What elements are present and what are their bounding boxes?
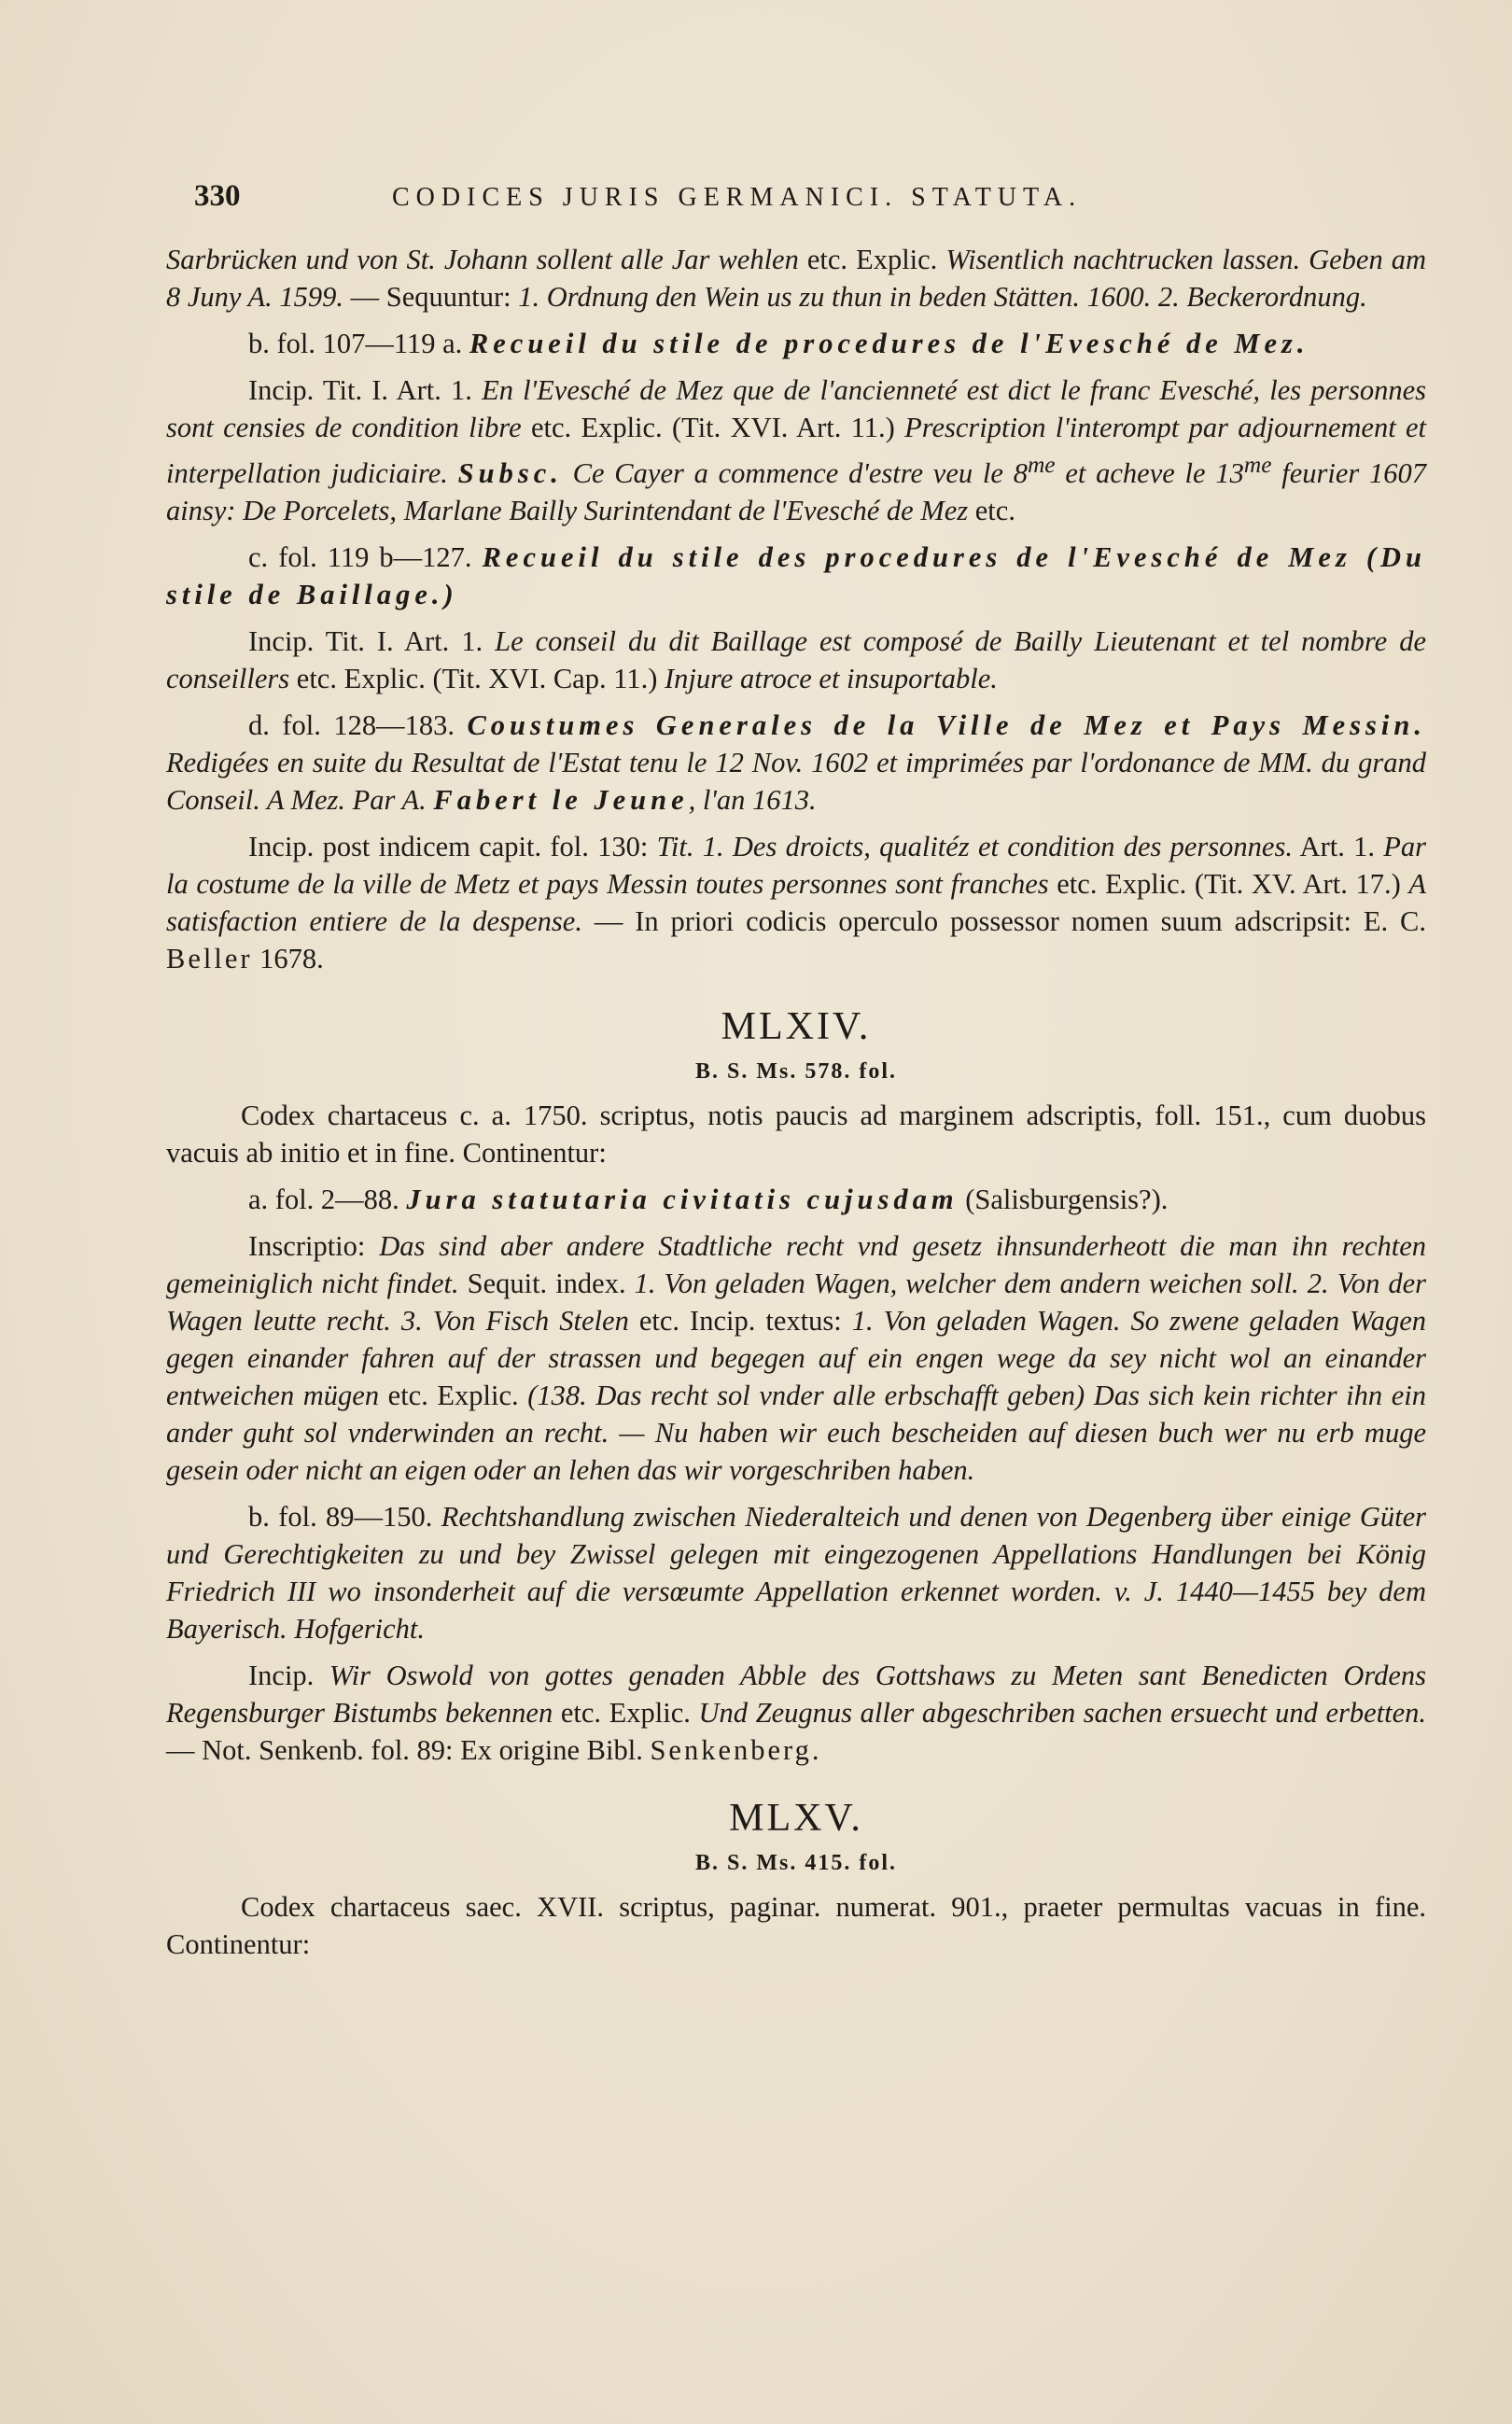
page-number: 330 — [194, 179, 241, 213]
text: Incip. Tit. I. Art. 1. — [248, 625, 496, 658]
incipit-1 — [166, 371, 1426, 529]
text-italic: Und Zeugnus aller abgeschriben sachen ersuecht und erbetten. — [698, 1697, 1426, 1730]
text: etc. Explic. — [798, 244, 946, 275]
paragraph-continuation — [166, 241, 1426, 315]
text: etc. Explic. (Tit. XV. Art. 17.) — [1048, 868, 1409, 901]
text: Art. 1. — [1292, 831, 1384, 863]
text: etc. Explic. (Tit. XVI. Art. 11.) — [521, 412, 905, 443]
title-spaced: Recueil du stile de procedures de l'Evesché de Mez. — [469, 328, 1309, 359]
shelfmark: B. S. Ms. 578. fol. — [694, 1059, 897, 1085]
text-italic: 1. Von geladen Wagen, welcher dem andern weichen soll. 2. Von der Wagen leutte recht. 3. Von Fisch Stelen — [166, 1268, 1426, 1338]
text: Incip. post indicem capit. fol. 130: — [248, 831, 657, 863]
incipit-4 — [166, 1657, 1426, 1769]
text: a. fol. 2—88. — [248, 1184, 407, 1216]
superscript: me — [1243, 452, 1272, 478]
text: (Salisburgensis?). — [958, 1184, 1169, 1216]
printer-name: Fabert le Jeune — [433, 784, 689, 817]
text: c. fol. 119 b—127. — [248, 541, 483, 574]
text-italic: Le conseil du dit Baillage est composé de Bailly Lieutenant et tel nombre de conseillers — [166, 625, 1426, 695]
text: Sequit. index. — [458, 1268, 635, 1300]
text: d. fol. 128—183. — [248, 709, 468, 742]
text: etc. — [968, 495, 1015, 527]
running-header — [166, 177, 1426, 237]
text-italic: (138. Das recht sol vnder alle erbschafft geben) Das sich kein richter ihn ein ander guht sol vnderwinden an recht. — Nu haben wir euch bescheiden auf diesen buch wer nu erb muge gesein oder nicht an eigen oder an lehen das wir vorgeschriben haben. — [166, 1380, 1426, 1487]
text: etc. Incip. textus: — [628, 1305, 852, 1338]
item-d-coustumes — [166, 707, 1426, 819]
text: — In priori codicis operculo possessor nomen suum adscripsit: E. C. — [581, 905, 1426, 938]
shelfmark: B. S. Ms. 415. fol. — [694, 1851, 897, 1876]
text-italic: Injure atroce et insuportable. — [664, 663, 998, 695]
running-title: CODICES JURIS GERMANICI. STATUTA. — [392, 183, 1083, 212]
text: etc. Explic. — [379, 1380, 528, 1412]
text-italic: Rechtshandlung zwischen Niederalteich und denen von Degenberg über einige Güter und Gerechtigkeiten zu und bey Zwissel gelegen mit eingezogenen Appellations Handlungen bei König Friedrich III wo insonderheit auf die versœumte Appellation erkennet worden. v. J. 1440—1455 bey dem Bayerisch. Hofgericht. — [166, 1501, 1426, 1646]
text: etc. Explic. — [553, 1697, 699, 1730]
text-italic: Das sind aber andere Stadtliche recht vnd gesetz ihnsunderheott die man ihn rechten gemeiniglich nicht findet. — [166, 1230, 1426, 1300]
item-b-rechtshandlung — [166, 1498, 1426, 1647]
text: 1678. — [252, 943, 324, 975]
text: Incip. — [248, 1660, 329, 1692]
item-a-jura — [166, 1181, 1426, 1218]
text: — Not. Senkenb. fol. 89: Ex origine Bibl. — [166, 1734, 651, 1767]
text-italic: Par la costume de la ville de Metz et pays Messin toutes personnes sont franches — [166, 831, 1426, 901]
title-spaced: Jura statutaria civitatis cujusdam — [406, 1184, 959, 1216]
text: b. fol. 107—119 a. — [248, 328, 469, 359]
possessor-name: Beller — [166, 943, 253, 975]
text-italic: Prescription l'interompt par adjournement et interpellation judiciaire. — [166, 412, 1426, 490]
inscriptio — [166, 1227, 1426, 1489]
text-column — [166, 177, 1426, 1972]
text-italic: 1. Ordnung den Wein us zu thun in beden Stätten. 1600. 2. Beckerordnung. — [518, 281, 1367, 313]
subsc-label: Subsc. — [457, 457, 563, 490]
text-italic: , l'an 1613. — [688, 784, 817, 817]
title-spaced: Coustumes Generales de la Ville de Mez et Pays Messin. — [467, 709, 1426, 742]
text: etc. Explic. (Tit. XVI. Cap. 11.) — [289, 663, 665, 695]
entry-number: MLXV. — [729, 1797, 863, 1841]
text-italic: Sarbrücken und von St. Johann sollent alle Jar wehlen — [166, 244, 799, 275]
text-italic: 1. Von geladen Wagen. So zwene geladen Wagen gegen einander fahren auf der strassen und begegen auf ein engen wege da sey nicht wol an einander entweichen mügen — [166, 1305, 1426, 1412]
text-italic: En l'Evesché de Mez que de l'ancienneté est dict le franc Evesché, les personnes sont censies de condition libre — [166, 374, 1426, 443]
text-italic: Wir Oswold von gottes genaden Abble des Gottshaws zu Meten sant Benedicten Ordens Regensburger Bistumbs bekennen — [166, 1660, 1426, 1730]
text-italic: et acheve le 13 — [1055, 457, 1244, 490]
text: — Sequuntur: — [343, 281, 519, 313]
entry-number: MLXIV. — [721, 1005, 872, 1049]
text: b. fol. 89—150. — [248, 1501, 441, 1534]
text-italic: A satisfaction entiere de la despense. — [166, 868, 1426, 938]
text: Incip. Tit. I. Art. 1. — [248, 374, 483, 406]
text: Inscriptio: — [248, 1230, 380, 1263]
text-italic: Tit. 1. Des droicts, qualitéz et condition des personnes. — [656, 831, 1293, 863]
title-spaced: Recueil du stile des procedures de l'Evesché de Mez (Du stile de Baillage.) — [166, 541, 1426, 611]
incipit-2 — [166, 623, 1426, 697]
incipit-3 — [166, 828, 1426, 977]
text-italic: Wisentlich nachtrucken lassen. Geben am 8 Juny A. 1599. — [166, 244, 1427, 313]
codex-description: Codex chartaceus c. a. 1750. scriptus, notis paucis ad marginem adscriptis, foll. 151., cum duobus vacuis ab initio et in fine. Continentur: — [166, 1100, 1426, 1170]
text-italic: Ce Cayer a commence d'estre veu le 8 — [562, 457, 1028, 490]
codex-description: Codex chartaceus saec. XVII. scriptus, paginar. numerat. 901., praeter permultas vacuas in fine. Continentur: — [166, 1891, 1426, 1961]
item-b-recueil — [166, 325, 1426, 362]
text-italic: feurier 1607 ainsy: De Porcelets, Marlane Bailly Surintendant de l'Evesché de Mez — [166, 457, 1427, 527]
library-name: Senkenberg. — [650, 1734, 822, 1767]
item-c-recueil — [166, 539, 1426, 613]
superscript: me — [1027, 452, 1056, 478]
text — [448, 457, 458, 489]
text-italic: Redigées en suite du Resultat de l'Estat tenu le 12 Nov. 1602 et imprimées par l'ordonance de MM. du grand Conseil. A Mez. Par A. — [166, 747, 1426, 817]
